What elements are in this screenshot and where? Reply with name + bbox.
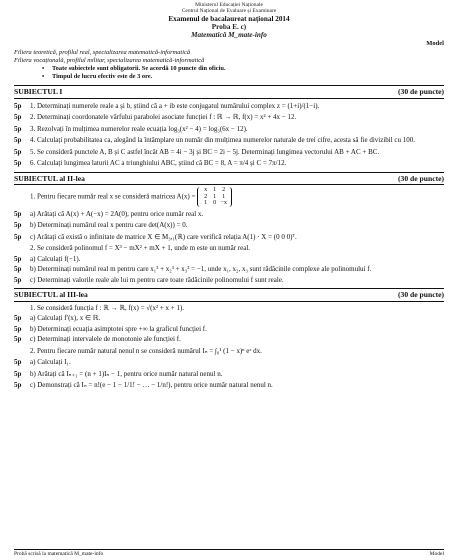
points-label: 5p [14,324,22,333]
exercise-text: 3. Rezolvați în mulțimea numerelor reale ecuația log₃(x² − 4) = log₃(6x − 12). [30,124,248,133]
points-label: 5p [14,275,22,284]
subject-3-part-1 [14,314,444,344]
exercise-item [14,159,444,168]
exercise-text: 5. Se consideră punctele A, B și C astfel încât AB = 4i − 3j și BC = 2i − 5j. Determinați lungimea vectorului AB + AC + BC. [30,147,380,156]
bullet-icon: • [42,65,45,73]
exercise-text: a) Calculați f′(x), x ∈ ℝ. [30,314,101,323]
exercise-item [14,148,444,157]
exercise-item [14,276,444,285]
instruction-bullet: • Timpul de lucru efectiv este de 3 ore. [42,73,153,81]
points-label: 5p [14,265,22,274]
exercise-text: 2. Determinați coordonatele vârfului parabolei asociate funcției f : ℝ → ℝ, f(x) = x² + 4x − 12. [30,113,297,122]
section-header-subject-3: SUBIECTUL al III-lea (30 de puncte) [14,288,444,301]
matrix-a [197,187,232,207]
instruction-bullet: • Toate subiectele sunt obligatorii. Se acordă 10 puncte din oficiu. [42,65,226,73]
matrix-cell: −x [220,199,228,207]
exercise-item [14,102,444,111]
exercise-text: a) Arătați că A(x) + A(−x) = 2A(0), pentru orice număr real x. [30,209,204,218]
filiera-vocationala: Filiera vocațională, profilul militar, specializarea matematică-informatică [14,57,205,65]
center-name: Centrul Național de Evaluare și Examinare [181,8,277,15]
points-label: 5p [14,381,22,390]
exercise-text: c) Arătați că există o infinitate de matrice X ∈ M₃,₁(ℝ) care verifică relația A(1) · X = (0 0 0)ᵀ. [30,232,297,241]
exercise-item [14,265,444,274]
points-label: 5p [14,232,22,241]
exercise-item [14,136,444,145]
subject-3-part-2 [14,358,444,390]
exercise-item [14,221,444,230]
matrix-cell: 1 [213,186,217,194]
points-label: 5p [14,113,22,122]
exam-proba: Proba E. c) [211,22,247,31]
page-footer: Probă scrisă la matematică M_mate-info Model [14,551,444,558]
exercise-item [14,255,444,264]
exercise-item [14,358,444,367]
problem-intro: 2. Se consideră polinomul f = X³ − mX² + mX + 1, unde m este un număr real. [30,244,251,253]
exercise-text: b) Determinați ecuația asimptotei spre +∞ la graficul funcției f. [30,324,207,333]
points-label: 5p [14,124,22,133]
exercise-item [14,210,444,219]
exercise-text: 6. Calculați lungimea laturii AC a triunghiului ABC, știind că BC = 8, A = π/4 și C = 7π/12. [30,159,287,168]
exercise-text: b) Arătați că Iₙ₊₁ = (n + 1)Iₙ − 1, pentru orice număr natural nenul n. [30,369,223,378]
points-label: 5p [14,314,22,323]
points-label: 5p [14,358,22,367]
ministry-name: Ministerul Educației Naționale [195,2,263,8]
section-header-subject-1: SUBIECTUL I (30 de puncte) [14,85,444,98]
exercise-text: b) Determinați numărul real x pentru care det(A(x)) = 0. [30,221,188,230]
model-label: Model [426,40,444,48]
exercise-text: c) Determinați intervalele de monotonie ale funcției f. [30,335,181,344]
matrix-cell: 1 [204,199,208,207]
exercise-item [14,125,444,134]
exercise-text: a) Calculați I₁. [30,358,71,367]
exercise-text: 4. Calculați probabilitatea ca, alegând la întâmplare un număr din mulțimea numerelor naturale de trei cifre, acesta să fie divizibil cu 100. [30,136,416,145]
points-label: 5p [14,159,22,168]
exercise-text: b) Determinați numărul real m pentru care x₁³ + x₂³ + x₃³ = −1, unde x₁, x₂, x₃ sunt rădăcinile complexe ale polinomului f. [30,265,372,274]
exam-subject: Matematică M_mate-info [191,31,267,40]
points-label: 5p [14,101,22,110]
points-label: 5p [14,335,22,344]
exercise-text: 1. Determinați numerele reale a și b, știind că a + ib este conjugatul numărului complex z = (1+i)/(1−i). [30,101,320,110]
exercise-text: c) Determinați valorile reale ale lui m pentru care toate rădăcinile polinomului f sunt reale. [30,275,284,284]
matrix-cell: 2 [204,192,208,200]
matrix-cell: 1 [213,192,217,200]
exercise-item [14,233,444,242]
points-label: 5p [14,221,22,230]
exercise-item [14,381,444,390]
document-header [14,2,444,39]
subject-1-items [14,102,444,168]
points-label: 5p [14,147,22,156]
exercise-item [14,335,444,344]
exercise-item [14,370,444,379]
problem-intro: 2. Pentru fiecare număr natural nenul n se consideră numărul Iₙ = ∫₀¹ (1 − x)ⁿ eˣ dx. [30,346,262,355]
exercise-item [14,113,444,122]
matrix-cell: 1 [222,192,226,200]
matrix-cell: 2 [222,186,226,194]
matrix-cell: 0 [213,199,217,207]
points-label: 5p [14,209,22,218]
exam-intro [14,49,444,81]
bullet-icon: • [42,73,45,81]
problem-intro: 1. Se consideră funcția f : ℝ → ℝ, f(x) = √(x² + x + 1). [30,303,185,312]
exam-title: Examenul de bacalaureat național 2014 [168,14,290,23]
points-label: 5p [14,136,22,145]
section-header-subject-2: SUBIECTUL al II-lea (30 de puncte) [14,172,444,185]
exercise-item [14,325,444,334]
subject-2-part-1 [14,210,444,242]
matrix-cell: x [204,186,208,194]
filiera-teoretica: Filiera teoretică, profilul real, specializarea matematică-informatică [14,49,191,57]
subject-2-part-2 [14,255,444,285]
exercise-item [14,314,444,323]
problem-intro: 1. Pentru fiecare număr real x se consideră matricea A(x) = x 1 2 2 1 1 1 0 −x [14,187,444,207]
points-label: 5p [14,254,22,263]
exercise-text: a) Calculați f(−1). [30,254,81,263]
points-label: 5p [14,369,22,378]
exercise-text: c) Demonstrați că Iₙ = n!(e − 1 − 1/1! − … − 1/n!), pentru orice număr natural nenul n. [30,381,273,390]
